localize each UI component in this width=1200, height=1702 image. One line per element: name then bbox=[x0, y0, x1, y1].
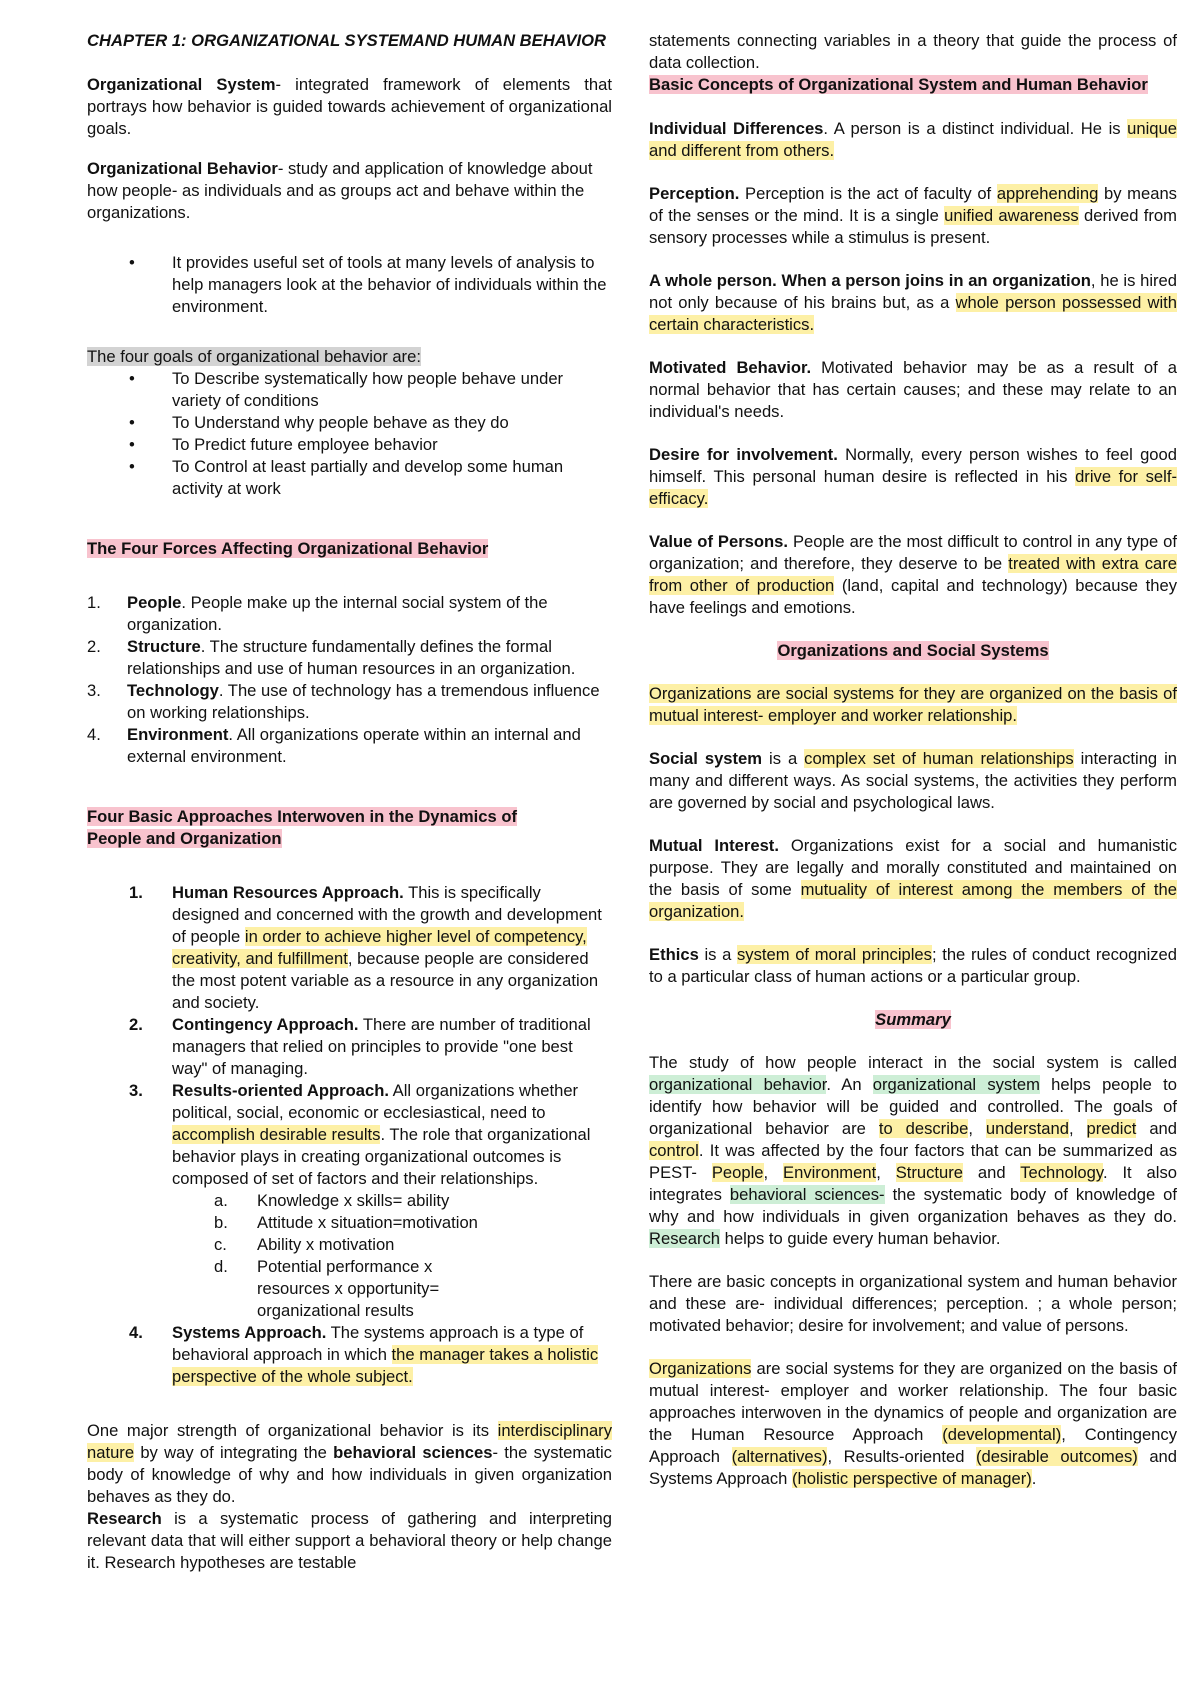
highlight: Structure bbox=[895, 1163, 964, 1182]
text: Normally, every person wishes to feel good himself. This personal human desire is reflected in his bbox=[649, 445, 1177, 486]
term: Research bbox=[87, 1509, 162, 1528]
list-item-text: . All organizations operate within an internal and external environment. bbox=[127, 725, 581, 766]
list-number: 4. bbox=[87, 725, 101, 744]
list-item bbox=[87, 592, 612, 636]
list-item bbox=[87, 724, 612, 768]
value-of-persons bbox=[649, 531, 1177, 619]
text: . bbox=[1031, 1469, 1037, 1488]
highlight: Research bbox=[649, 1229, 721, 1248]
text: , bbox=[876, 1163, 896, 1182]
left-column bbox=[87, 30, 612, 1574]
term: Human Resources Approach. bbox=[172, 883, 404, 902]
highlight: organizational behavior bbox=[649, 1075, 827, 1094]
text: is a systematic process of gathering and interpreting relevant data that will either support a behavioral theory or help change it. Research hypotheses are testable bbox=[87, 1509, 612, 1572]
text: . The role that organizational behavior plays in creating organizational outcomes is composed of set of factors and their relationships. bbox=[172, 1125, 591, 1188]
term: behavioral sciences bbox=[333, 1443, 493, 1462]
highlight: Organizations are social systems for they are organized on the basis of mutual interest- employer and worker relationship. bbox=[649, 684, 1177, 725]
list-item-text: . People make up the internal social system of the organization. bbox=[127, 593, 548, 634]
term: Results-oriented Approach. bbox=[172, 1081, 389, 1100]
formula-list bbox=[172, 1190, 612, 1322]
list-letter: a. bbox=[214, 1191, 228, 1210]
text: , Results-oriented bbox=[827, 1447, 976, 1466]
highlight: organizational system bbox=[872, 1075, 1040, 1094]
highlight: drive for self-efficacy. bbox=[649, 467, 1177, 508]
list-item bbox=[87, 680, 612, 724]
text: . A person is a distinct individual. He is bbox=[823, 119, 1128, 138]
text: Organizations exist for a social and humanistic purpose. They are legally and morally constituted and maintained on the basis of some bbox=[649, 836, 1178, 899]
bullet-icon: • bbox=[129, 413, 135, 432]
list-item bbox=[214, 1234, 612, 1256]
text: interacting in many and different ways. As social systems, the activities they perform are governed by social and psychological laws. bbox=[649, 749, 1178, 812]
term: Ethics bbox=[649, 945, 699, 964]
highlight: accomplish desirable results bbox=[172, 1125, 381, 1144]
text: are social systems for they are organized on the basis of mutual interest- employer and worker relationship. The four basic approaches interwoven in the dynamics of people and organization are the Human Resource Approach bbox=[649, 1359, 1177, 1444]
bullet-icon: • bbox=[129, 369, 135, 388]
summary-heading bbox=[649, 1009, 1177, 1031]
list-letter: b. bbox=[214, 1213, 228, 1232]
text: The study of how people interact in the social system is called bbox=[649, 1053, 1177, 1072]
list-item-text: To Understand why people behave as they do bbox=[172, 413, 509, 432]
goals-heading-text: The four goals of organizational behavior are: bbox=[87, 347, 421, 366]
term: Individual Differences bbox=[649, 119, 824, 138]
text: . It also integrates bbox=[649, 1163, 1177, 1204]
term: Structure bbox=[127, 637, 201, 656]
forces-heading-text: The Four Forces Affecting Organizational Behavior bbox=[87, 539, 489, 558]
text: . It was affected by the four factors that can be summarized as PEST- bbox=[649, 1141, 1177, 1182]
text: by means of the senses or the mind. It is a single bbox=[649, 184, 1177, 225]
highlight: complex set of human relationships bbox=[804, 749, 1074, 768]
formula-text: Knowledge x skills= ability bbox=[257, 1191, 450, 1210]
approaches-heading bbox=[87, 806, 612, 850]
formula-text: Ability x motivation bbox=[257, 1235, 395, 1254]
list-item bbox=[87, 636, 612, 680]
forces-list bbox=[87, 592, 612, 768]
highlight: Environment bbox=[783, 1163, 877, 1182]
term: Environment bbox=[127, 725, 229, 744]
text: There are number of traditional managers that relied on principles to provide "one best way" of managing. bbox=[172, 1015, 591, 1078]
highlight: People bbox=[711, 1163, 764, 1182]
basic-concepts-heading-text: Basic Concepts of Organizational System and Human Behavior bbox=[649, 75, 1148, 94]
text: , bbox=[968, 1119, 986, 1138]
right-column bbox=[649, 30, 1177, 1490]
highlight: (alternatives) bbox=[731, 1447, 828, 1466]
highlight: behavioral sciences- bbox=[729, 1185, 885, 1204]
chapter-title: CHAPTER 1: ORGANIZATIONAL SYSTEMAND HUMAN BEHAVIOR bbox=[87, 31, 607, 50]
highlight: (holistic perspective of manager) bbox=[791, 1469, 1032, 1488]
mutual-interest bbox=[649, 835, 1177, 923]
research-paragraph bbox=[87, 1508, 612, 1574]
highlight: whole person possessed with certain characteristics. bbox=[649, 293, 1177, 334]
highlight: understand bbox=[985, 1119, 1069, 1138]
list-item bbox=[129, 882, 612, 1014]
list-number: 1. bbox=[87, 593, 101, 612]
summary-heading-text: Summary bbox=[875, 1010, 951, 1029]
research-continued: statements connecting variables in a theory that guide the process of data collection. bbox=[649, 31, 1177, 72]
text: is a bbox=[762, 749, 805, 768]
highlight: the manager takes a holistic perspective of the whole subject. bbox=[172, 1345, 599, 1386]
highlight: predict bbox=[1086, 1119, 1137, 1138]
text: ; the rules of conduct recognized to a particular class of human actions or a particular group. bbox=[649, 945, 1178, 986]
text: the systematic body of knowledge of why and how individuals in given organization behaves as they do. bbox=[649, 1185, 1178, 1226]
org-system-definition bbox=[87, 74, 612, 140]
highlight: treated with extra care from other of production bbox=[649, 554, 1178, 595]
list-item bbox=[129, 1080, 612, 1322]
term: People bbox=[127, 593, 182, 612]
list-number: 4. bbox=[129, 1323, 143, 1342]
perception bbox=[649, 183, 1177, 249]
text: and bbox=[1136, 1119, 1177, 1138]
motivated-behavior bbox=[649, 357, 1177, 423]
term: Social system bbox=[649, 749, 763, 768]
ethics bbox=[649, 944, 1177, 988]
term: Perception. bbox=[649, 184, 740, 203]
definition-text: - study and application of knowledge about how people- as individuals and as groups act and behave within the organizations. bbox=[87, 159, 593, 222]
bullet-icon: • bbox=[129, 457, 135, 476]
social-systems-heading bbox=[649, 640, 1177, 662]
term: Systems Approach. bbox=[172, 1323, 327, 1342]
text: The systems approach is a type of behavioral approach in which bbox=[172, 1323, 584, 1364]
list-item-text: To Describe systematically how people behave under variety of conditions bbox=[172, 369, 564, 410]
summary-paragraph-3 bbox=[649, 1358, 1177, 1490]
text: , he is hired not only because of his brains but, as a bbox=[649, 271, 1178, 312]
forces-heading bbox=[87, 538, 612, 560]
text: helps to guide every human behavior. bbox=[720, 1229, 1001, 1248]
list-item bbox=[214, 1212, 612, 1234]
highlight: unique and different from others. bbox=[649, 119, 1177, 160]
approaches-list bbox=[87, 882, 612, 1388]
highlight: in order to achieve higher level of competency, creativity, and fulfillment bbox=[172, 927, 587, 968]
goals-list bbox=[87, 368, 612, 500]
list-item bbox=[129, 368, 612, 412]
term: Desire for involvement. bbox=[649, 445, 838, 464]
list-item-text: . The structure fundamentally defines the formal relationships and use of human resources in an organization. bbox=[127, 637, 576, 678]
formula-text: Attitude x situation=motivation bbox=[257, 1213, 478, 1232]
text: People are the most difficult to control in any type of organization; and therefore, they deserve to be bbox=[649, 532, 1177, 573]
text: Motivated behavior may be as a result of a normal behavior that has certain causes; and these may relate to an individual's needs. bbox=[649, 358, 1177, 421]
term: Motivated Behavior. bbox=[649, 358, 812, 377]
text: - the systematic body of knowledge of why and how individuals in given organization behaves as they do. bbox=[87, 1443, 612, 1506]
organizations-social-systems bbox=[649, 683, 1177, 727]
highlight: (developmental) bbox=[942, 1425, 1062, 1444]
whole-person bbox=[649, 270, 1177, 336]
text: (land, capital and technology) because they have feelings and emotions. bbox=[649, 576, 1178, 617]
strength-paragraph bbox=[87, 1420, 612, 1508]
text: This is specifically designed and concerned with the growth and development of people bbox=[172, 883, 602, 946]
list-item bbox=[129, 1014, 612, 1080]
list-item-text: To Control at least partially and develop some human activity at work bbox=[172, 457, 564, 498]
list-number: 2. bbox=[129, 1015, 143, 1034]
text: and Systems Approach bbox=[649, 1447, 1178, 1488]
list-item bbox=[214, 1256, 612, 1322]
term: Value of Persons. bbox=[649, 532, 789, 551]
list-letter: d. bbox=[214, 1257, 228, 1276]
approaches-heading-line-1: Four Basic Approaches Interwoven in the Dynamics of bbox=[87, 807, 517, 826]
list-item bbox=[129, 434, 612, 456]
term: Organizational Behavior bbox=[87, 159, 278, 178]
text: and bbox=[963, 1163, 1021, 1182]
term: Contingency Approach. bbox=[172, 1015, 359, 1034]
list-item-text: To Predict future employee behavior bbox=[172, 435, 438, 454]
text: Perception is the act of faculty of bbox=[739, 184, 997, 203]
bullet-icon: • bbox=[129, 435, 135, 454]
text: helps people to identify how behavior will be guided and controlled. The goals of organizational behavior are bbox=[649, 1075, 1177, 1138]
list-number: 3. bbox=[129, 1081, 143, 1100]
desire-for-involvement bbox=[649, 444, 1177, 510]
list-number: 1. bbox=[129, 883, 143, 902]
text: derived from sensory processes while a stimulus is present. bbox=[649, 206, 1177, 247]
term: Mutual Interest. bbox=[649, 836, 779, 855]
text: , Contingency Approach bbox=[649, 1425, 1177, 1466]
text: , because people are considered the most potent variable as a resource in any organization and society. bbox=[172, 949, 599, 1012]
formula-text: Potential performance x resources x opportunity= organizational results bbox=[257, 1257, 440, 1320]
definition-text: - integrated framework of elements that portrays how behavior is guided towards achievement of organizational goals. bbox=[87, 75, 612, 138]
list-number: 2. bbox=[87, 637, 101, 656]
list-item bbox=[87, 252, 612, 318]
highlight: control bbox=[649, 1141, 699, 1160]
list-item bbox=[214, 1190, 612, 1212]
highlight: Technology bbox=[1020, 1163, 1103, 1182]
approaches-heading-line-2: People and Organization bbox=[87, 829, 282, 848]
list-item-text: It provides useful set of tools at many levels of analysis to help managers look at the behavior of individuals within the environment. bbox=[172, 253, 607, 316]
social-systems-heading-text: Organizations and Social Systems bbox=[777, 641, 1049, 660]
summary-paragraph-2: There are basic concepts in organizational system and human behavior and these are- individual differences; perception. ; a whole person; motivated behavior; desire for involvement; and value of persons. bbox=[649, 1272, 1177, 1335]
social-system bbox=[649, 748, 1177, 814]
highlight: mutuality of interest among the members of the organization. bbox=[649, 880, 1177, 921]
highlight: Organizations bbox=[649, 1359, 752, 1378]
term: Technology bbox=[127, 681, 219, 700]
list-item-text: . The use of technology has a tremendous influence on working relationships. bbox=[127, 681, 600, 722]
text: All organizations whether political, social, economic or ecclesiastical, need to bbox=[172, 1081, 579, 1122]
summary-paragraph-1 bbox=[649, 1052, 1177, 1250]
list-item bbox=[129, 1322, 612, 1388]
highlight: unified awareness bbox=[944, 206, 1079, 225]
list-letter: c. bbox=[214, 1235, 227, 1254]
term: A whole person. When a person joins in an organization bbox=[649, 271, 1091, 290]
text: is a bbox=[698, 945, 737, 964]
goals-heading bbox=[87, 346, 612, 368]
term: Organizational System bbox=[87, 75, 276, 94]
text: One major strength of organizational behavior is its bbox=[87, 1421, 498, 1440]
highlight: interdisciplinary nature bbox=[87, 1421, 612, 1462]
list-number: 3. bbox=[87, 681, 101, 700]
text: , bbox=[1068, 1119, 1087, 1138]
highlight: apprehending bbox=[996, 184, 1099, 203]
list-item bbox=[129, 412, 612, 434]
bullet-icon: • bbox=[129, 253, 135, 272]
text: by way of integrating the bbox=[134, 1443, 334, 1462]
highlight: to describe bbox=[878, 1119, 969, 1138]
text: , bbox=[763, 1163, 784, 1182]
individual-differences bbox=[649, 118, 1177, 162]
list-item bbox=[129, 456, 612, 500]
highlight: (desirable outcomes) bbox=[975, 1447, 1138, 1466]
text: . An bbox=[826, 1075, 873, 1094]
org-behavior-definition bbox=[87, 158, 612, 224]
basic-concepts-heading bbox=[649, 74, 1177, 96]
highlight: system of moral principles bbox=[737, 945, 932, 964]
